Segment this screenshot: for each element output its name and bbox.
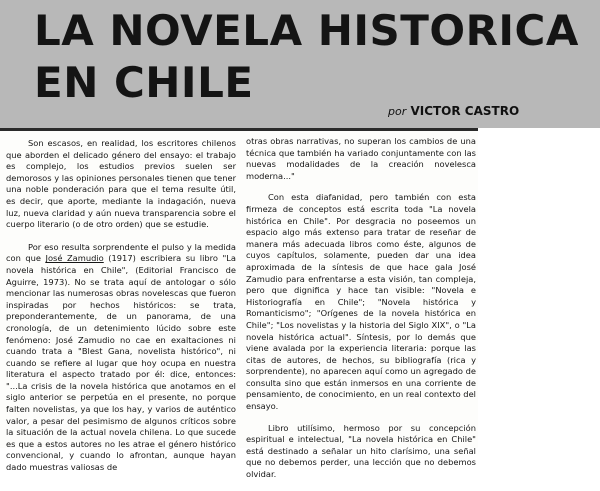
right-column xyxy=(246,136,476,491)
author-name-underlined: José Zamudio xyxy=(45,253,104,264)
byline-author: VICTOR CASTRO xyxy=(410,104,520,118)
right-paragraph-2: Con esta diafanidad, pero también con esta firmeza de conceptos está escrita toda "La novela histórica en Chile". Por desgracia no poseemos un espacio algo más extenso para tratar de reseñar de manera más adecuada libros como éste, algunos de cuyos capítulos, solamente, pueden dar una idea aproximada de la síntesis de que hace gala José Zamudio para enfrentarse a esta visión, tan compleja, pero que dignifica y hace tan visible: "Novela e Historiografía en Chile"; "Novela histórica y Romanticismo"; "Orígenes de la novela histórica en Chile"; "Los novelistas y la historia del Siglo XIX", o "La novela histórica actual". Síntesis, por lo demás que viene avalada por la experiencia literaria: porque las citas de autores, de hechos, su bibliografía (rica y sorprendente), no aparecen aquí como un agregado de consulta sino que están inmersos en una corriente de pensamiento, de conocimiento, en un real contexto del ensayo. xyxy=(246,192,476,412)
left-paragraph-1: Son escasos, en realidad, los escritores chilenos que aborden el delicado género del ensayo: el trabajo es complejo, los estudios previos suelen ser demorosos y las opiniones personales tienen que tener una noble ponderación para que el tema resulte útil, es decir, que aporte, mediante la indagación, nueva luz, nueva claridad y aún nueva transparencia sobre el cuerpo literario (o de otro orden) que se estudie. xyxy=(6,138,236,230)
left-column xyxy=(6,138,236,485)
left-paragraph-2 xyxy=(6,242,236,474)
byline-prefix: por xyxy=(388,105,407,118)
right-paragraph-3: Libro utilísimo, hermoso por su concepción espiritual e intelectual, "La novela histórica en Chile" está destinado a señalar un hito clarísimo, una señal que no debemos perder, una lección que no debemos olvidar. xyxy=(246,422,476,480)
page-margin xyxy=(478,128,600,448)
headline-banner xyxy=(0,0,600,131)
left-paragraph-2-rest: (1917) escribiera su libro "La novela histórica en Chile", (Editorial Francisco de Aguirre, 1973). No se trata aquí de antologar o sólo mencionar las numerosas obras novelescas que fueron inspiradas por hechos históricos: se trata, preponderantemente, de un panorama, de una cronología, de un detenimiento lúcido sobre este fenómeno: José Zamudio no cae en exaltaciones ni cuando trata a "Blest Gana, novelista histórico", ni cuando se refiere al lugar que hoy ocupa en nuestra literatura el aspecto tratado por él: dice, entonces: "...La crisis de la novela histórica que anotamos en el siglo anterior se perpetúa en el presente, no porque falten novelistas, ya que los hay, y varios de auténtico valor, a pesar del pesimismo de algunos críticos sobre la situación de la actual novela chilena. Lo que sucede es que a estos autores no les atrae el género histórico convencional, y cuando lo afrontan, aunque hayan dado muestras valiosas de xyxy=(6,253,236,473)
left-paragraph-2-start: Por eso resulta sorprendente el pulso y la medida con que xyxy=(6,241,236,264)
headline-line-1: LA NOVELA HISTORICA xyxy=(34,6,579,55)
byline xyxy=(388,104,519,118)
right-paragraph-1: otras obras narrativas, no superan los cambios de una técnica que también ha variado conjuntamente con las nuevas modalidades de la creación novelesca moderna..." xyxy=(246,136,476,181)
headline-line-2: EN CHILE xyxy=(34,58,254,107)
